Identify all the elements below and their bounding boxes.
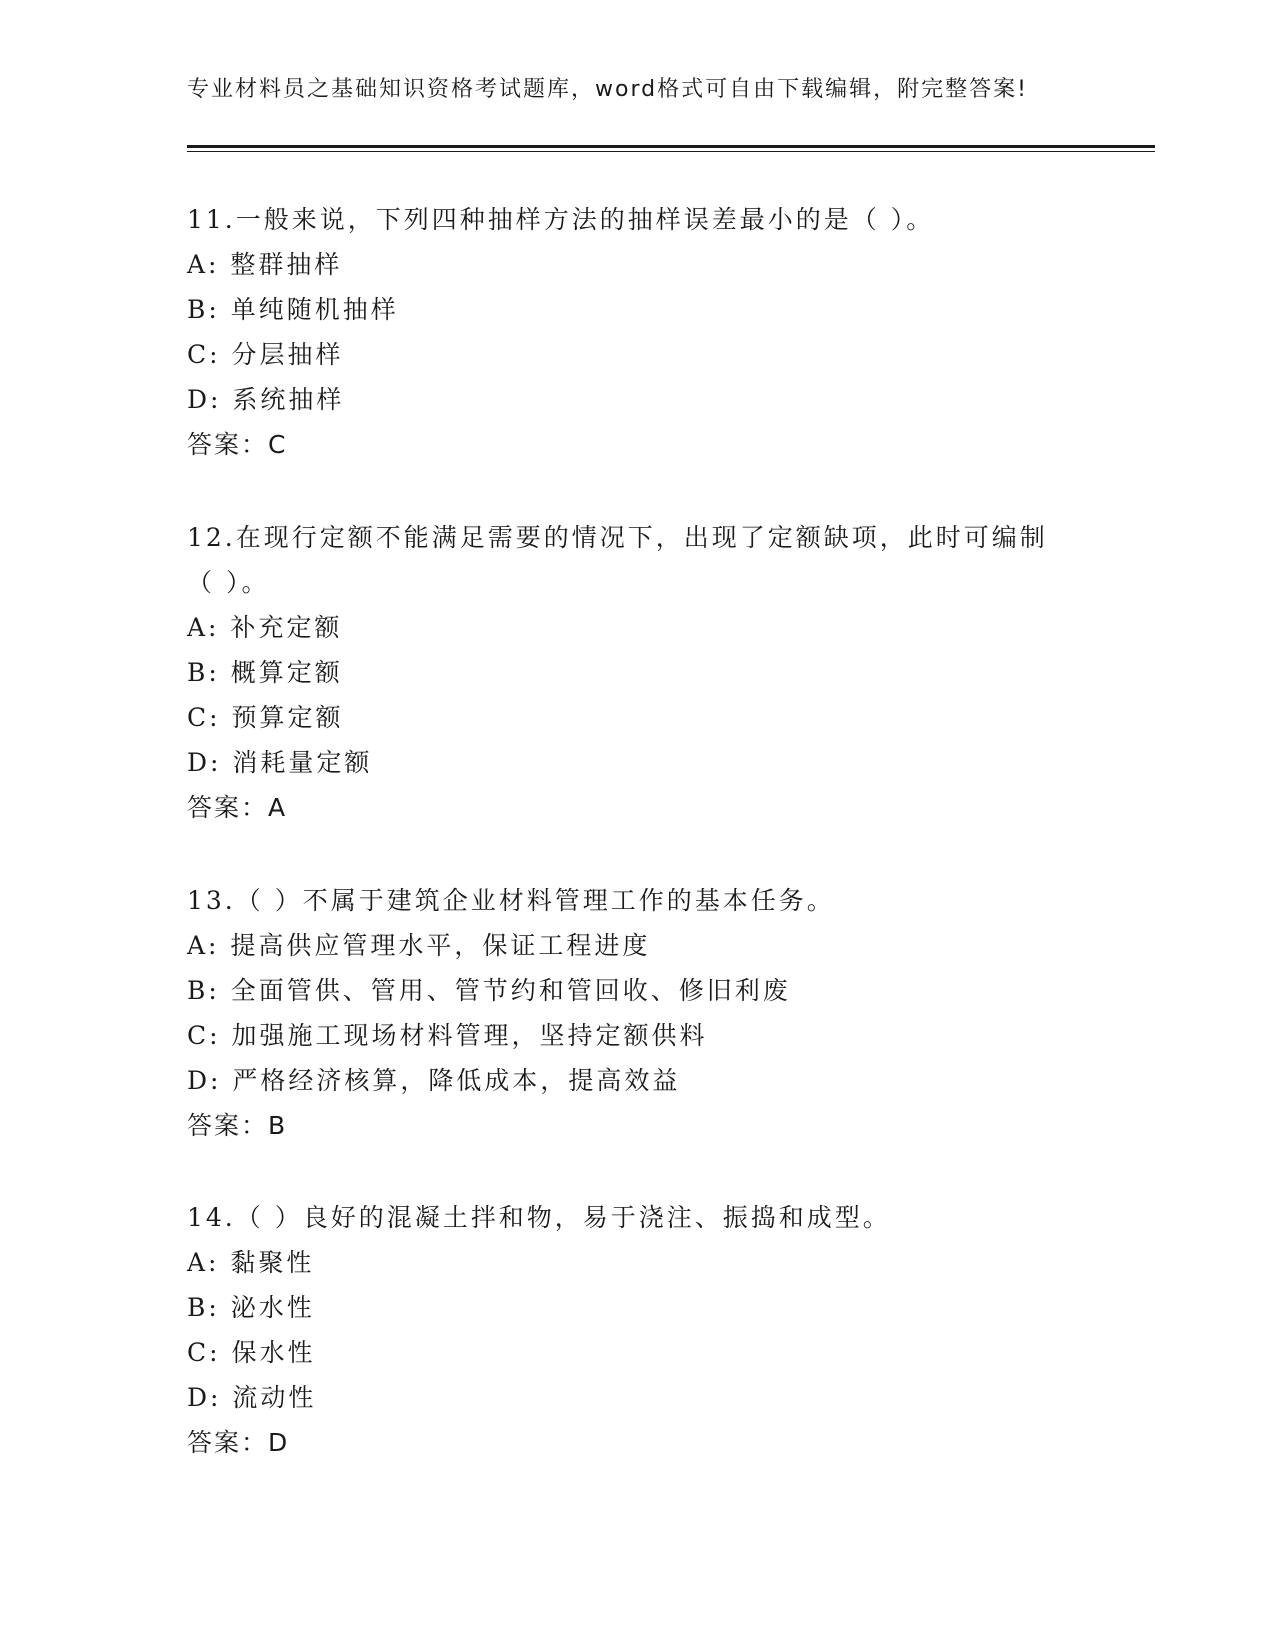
question-stem-continued: （ ）。 [187, 568, 270, 597]
option-c: C: 加强施工现场材料管理，坚持定额供料 [187, 1021, 708, 1050]
option-a: A: 补充定额 [187, 613, 343, 642]
option-a: A: 提高供应管理水平，保证工程进度 [187, 931, 651, 960]
question-stem: 12.在现行定额不能满足需要的情况下，出现了定额缺项，此时可编制 [187, 523, 1048, 552]
question-13 [187, 878, 1087, 1148]
header-divider [187, 145, 1155, 148]
answer: 答案：C [187, 430, 288, 459]
header-divider-thin [187, 151, 1155, 152]
question-11 [187, 197, 1087, 467]
option-b: B: 泌水性 [187, 1293, 315, 1322]
option-a: A: 整群抽样 [187, 250, 343, 279]
question-stem: 14.（ ）良好的混凝土拌和物，易于浇注、振捣和成型。 [187, 1203, 891, 1232]
question-stem: 11.一般来说，下列四种抽样方法的抽样误差最小的是（ ）。 [187, 205, 935, 234]
option-b: B: 全面管供、管用、管节约和管回收、修旧利废 [187, 976, 791, 1005]
option-c: C: 分层抽样 [187, 340, 344, 369]
option-d: D: 系统抽样 [187, 385, 345, 414]
question-12 [187, 515, 1087, 830]
option-c: C: 保水性 [187, 1338, 316, 1367]
answer: 答案：D [187, 1428, 290, 1457]
option-d: D: 严格经济核算，降低成本，提高效益 [187, 1066, 681, 1095]
question-14 [187, 1195, 1087, 1465]
option-d: D: 流动性 [187, 1383, 317, 1412]
question-stem: 13.（ ）不属于建筑企业材料管理工作的基本任务。 [187, 886, 835, 915]
option-d: D: 消耗量定额 [187, 748, 373, 777]
answer: 答案：B [187, 1111, 288, 1140]
option-b: B: 单纯随机抽样 [187, 295, 399, 324]
option-c: C: 预算定额 [187, 703, 344, 732]
answer: 答案：A [187, 793, 288, 822]
option-b: B: 概算定额 [187, 658, 343, 687]
option-a: A: 黏聚性 [187, 1248, 315, 1277]
page-header: 专业材料员之基础知识资格考试题库，word格式可自由下载编辑，附完整答案! [187, 77, 1028, 102]
